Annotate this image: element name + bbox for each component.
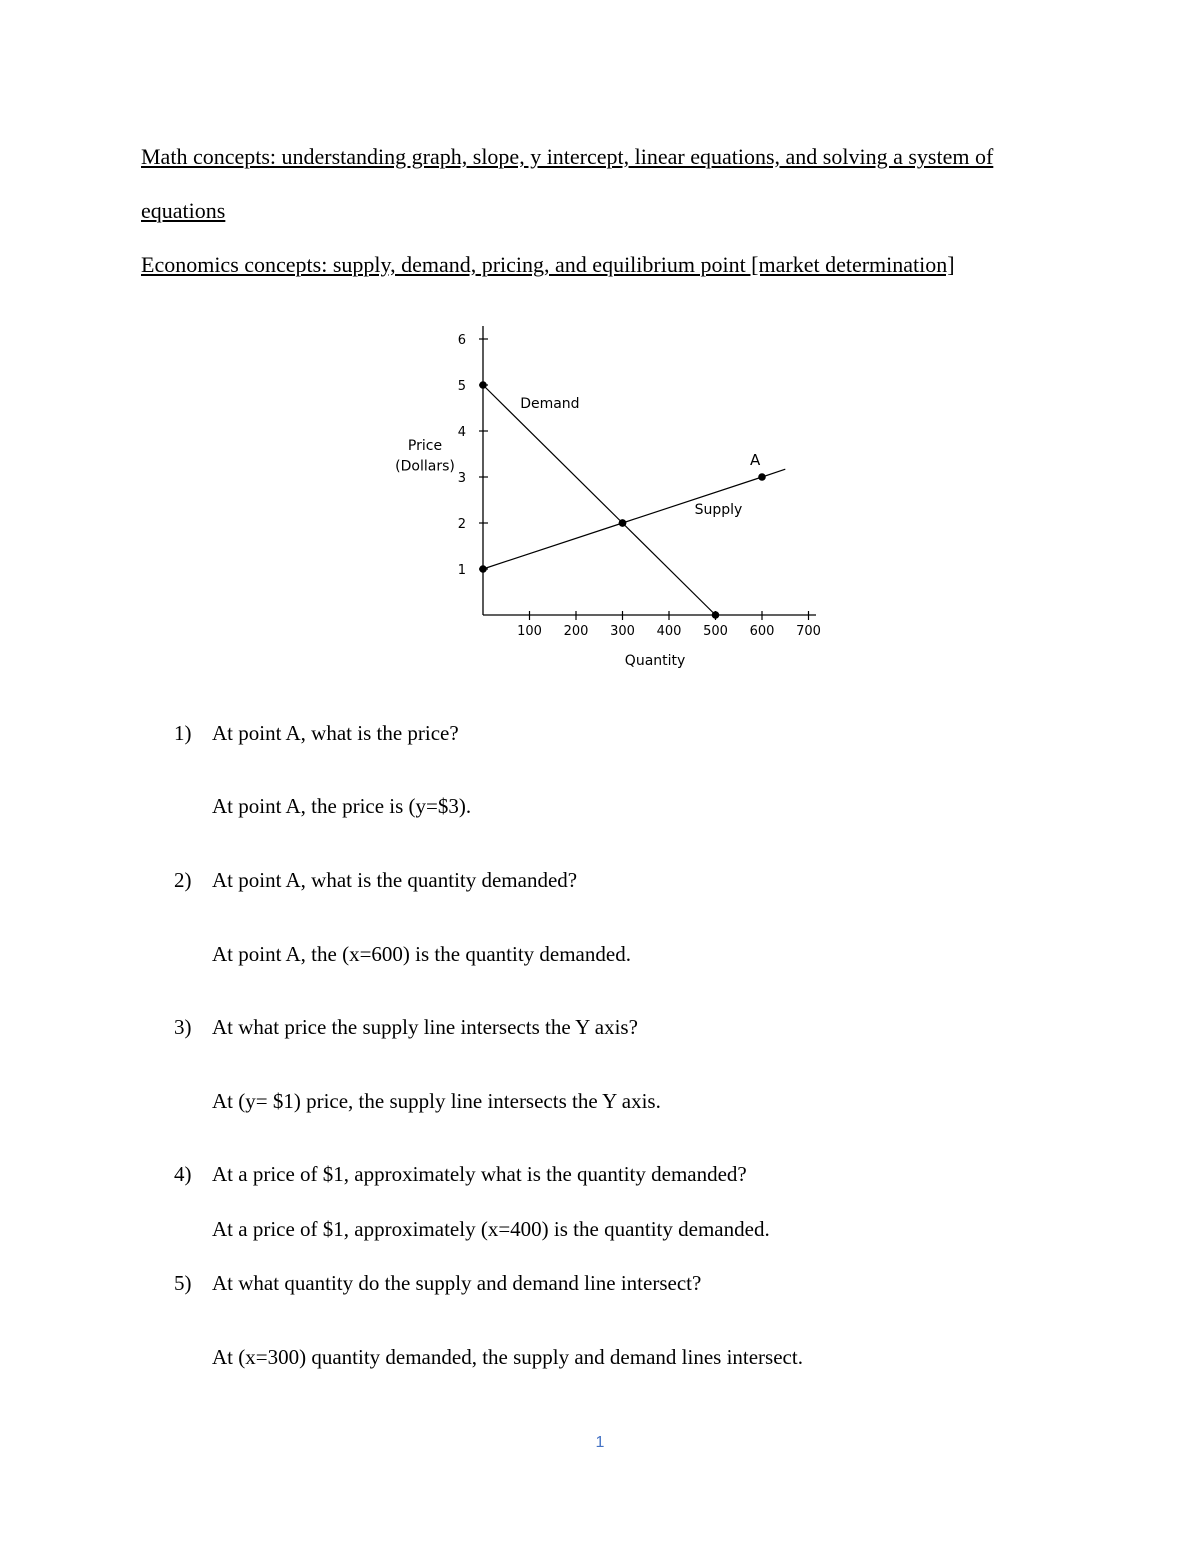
chart-series-lines [483,385,785,615]
heading-math-concepts: Math concepts: understanding graph, slope, y intercept, linear equations, and solving a system of [141,144,994,169]
heading-math-concepts-continued: equations [141,198,226,223]
supply-demand-chart [380,318,830,678]
x-tick-label: 500 [703,624,728,639]
y-tick-label: 1 [457,563,466,578]
chart-labels [395,333,821,669]
answer-text: At point A, the price is (y=$3). [212,794,472,818]
question-text: At a price of $1, approximately what is the quantity demanded? [212,1162,747,1186]
question-number: 4) [174,1162,192,1186]
question-text: At what quantity do the supply and demand line intersect? [212,1271,702,1295]
chart-axes [483,326,816,615]
answer-text: At a price of $1, approximately (x=400) is the quantity demanded. [212,1217,770,1241]
y-tick-label: 6 [457,333,466,348]
page-number: 1 [595,1434,605,1451]
question-text: At point A, what is the quantity demanded? [212,868,578,892]
y-tick-label: 4 [457,425,466,440]
data-point-supply [758,473,766,481]
data-point-supply [619,519,627,527]
question-text: At point A, what is the price? [212,721,459,745]
question-number: 2) [174,868,192,892]
x-axis-label: Quantity [624,653,686,669]
series-label-demand: Demand [520,396,580,412]
point-a-label: A [750,451,761,469]
series-line-demand [483,385,716,615]
x-tick-label: 600 [749,624,775,639]
x-tick-label: 700 [796,624,821,639]
x-tick-label: 300 [610,624,635,639]
series-label-supply: Supply [694,501,743,518]
x-tick-label: 400 [656,624,682,639]
answer-text: At (x=300) quantity demanded, the supply and demand lines intersect. [212,1345,803,1369]
question-number: 5) [174,1271,192,1295]
data-point-demand [479,381,487,389]
y-tick-label: 2 [457,517,466,532]
data-point-demand [712,611,720,619]
data-point-supply [479,565,487,573]
series-line-supply [483,469,785,569]
question-number: 1) [174,721,192,745]
x-tick-label: 100 [517,624,542,639]
y-tick-label: 5 [457,379,466,394]
x-tick-label: 200 [563,624,589,639]
question-text: At what price the supply line intersects the Y axis? [212,1015,638,1039]
heading-economics-concepts: Economics concepts: supply, demand, pricing, and equilibrium point [market determination] [141,252,955,277]
answer-text: At (y= $1) price, the supply line intersects the Y axis. [212,1089,661,1113]
chart-ticks [479,339,809,620]
chart-points [479,381,766,619]
question-number: 3) [174,1015,192,1039]
answer-text: At point A, the (x=600) is the quantity demanded. [212,942,631,966]
y-tick-label: 3 [457,471,466,486]
y-axis-label-line1: Price [407,437,443,454]
y-axis-label-line2: (Dollars) [395,458,455,475]
